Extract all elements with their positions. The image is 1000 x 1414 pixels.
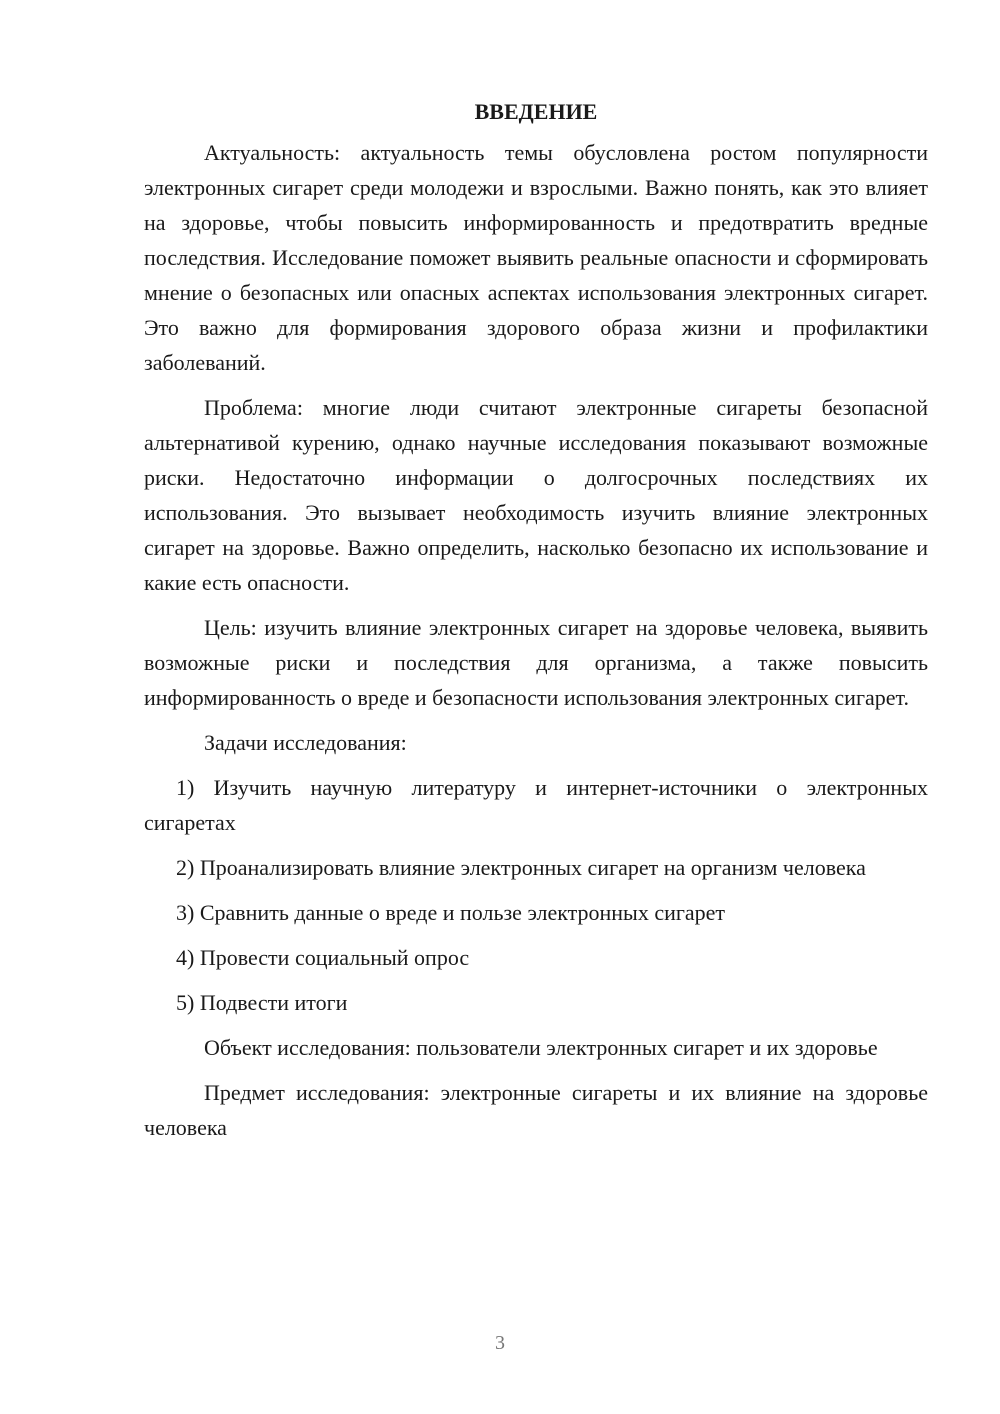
page-content (144, 94, 928, 1155)
paragraph-subject: Предмет исследования: электронные сигареты и их влияние на здоровье человека (144, 1080, 928, 1140)
paragraph-goal: Цель: изучить влияние электронных сигарет на здоровье человека, выявить возможные риски и последствия для организма, а также повысить информированность о вреде и безопасности использования электронных сигарет. (144, 615, 928, 710)
paragraph-relevance: Актуальность: актуальность темы обусловлена ростом популярности электронных сигарет среди молодежи и взрослыми. Важно понять, как это влияет на здоровье, чтобы повысить информированность и предотвратить вредные последствия. Исследование поможет выявить реальные опасности и сформировать мнение о безопасных или опасных аспектах использования электронных сигарет. Это важно для формирования здорового образа жизни и профилактики заболеваний. (144, 140, 928, 375)
paragraph-tasks-intro: Задачи исследования: (204, 730, 407, 755)
list-item-task-5: 5) Подвести итоги (176, 990, 348, 1015)
paragraph-problem: Проблема: многие люди считают электронные сигареты безопасной альтернативой курению, однако научные исследования показывают возможные риски. Недостаточно информации о долгосрочных последствиях их использования. Это вызывает необходимость изучить влияние электронных сигарет на здоровье. Важно определить, насколько безопасно их использование и какие есть опасности. (144, 395, 928, 595)
list-item-task-4: 4) Провести социальный опрос (176, 945, 470, 970)
list-item-task-3: 3) Сравнить данные о вреде и пользе электронных сигарет (176, 900, 726, 925)
paragraph-object: Объект исследования: пользователи электронных сигарет и их здоровье (204, 1035, 878, 1060)
page-number: 3 (495, 1332, 505, 1354)
list-item-task-1: 1) Изучить научную литературу и интернет-источники о электронных сигаретах (144, 775, 928, 835)
section-heading: ВВЕДЕНИЕ (474, 99, 598, 124)
list-item-task-2: 2) Проанализировать влияние электронных сигарет на организм человека (176, 855, 866, 880)
